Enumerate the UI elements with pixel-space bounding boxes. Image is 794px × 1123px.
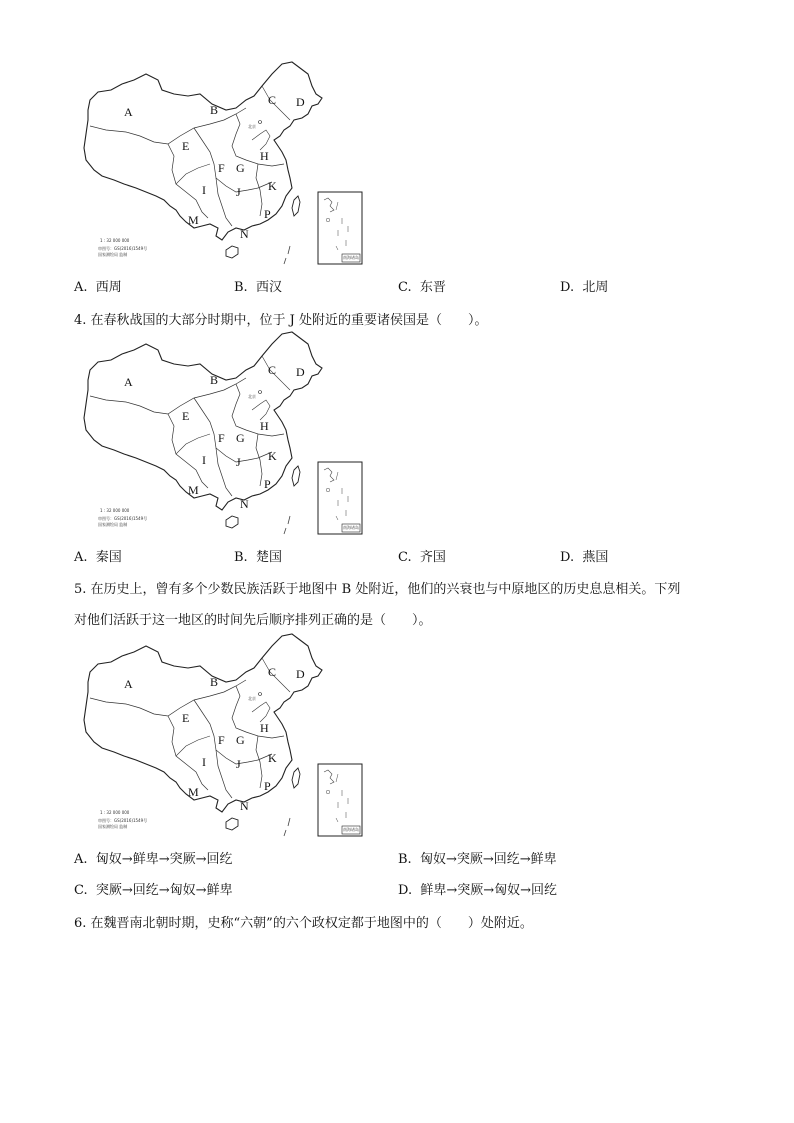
map-inset-title: 南海诸岛 [343, 525, 359, 530]
q3-option-b[interactable]: B. 西汉 [234, 280, 282, 295]
hainan-island [226, 246, 238, 258]
question-5-line-1: 5. 在历史上，曾有多个少数民族活跃于地图中 B 处附近，他们的兴衰也与中原地区的历史息息相关。下列 [74, 582, 681, 597]
map-label-b: B [210, 103, 219, 117]
map-label-n: N [240, 227, 249, 241]
map-label-e: E [182, 139, 190, 153]
map-label-n: N [240, 497, 249, 511]
map-inset-title: 南海诸岛 [343, 827, 359, 832]
q3-option-d[interactable]: D. 北周 [560, 280, 609, 295]
map-scale: 1 : 32 000 000 [100, 508, 130, 513]
map-label-i: I [202, 755, 206, 769]
q5-option-a[interactable]: A. 匈奴→鲜卑→突厥→回纥 [74, 852, 233, 867]
map-label-b: B [210, 373, 219, 387]
map-label-n: N [240, 799, 249, 813]
map-review-number: 审图号：GS(2016)1549号 [98, 516, 148, 521]
map-label-c: C [268, 363, 277, 377]
china-map-2 [76, 330, 366, 538]
question-5-line-2: 对他们活跃于这一地区的时间先后顺序排列正确的是（ ）。 [74, 613, 432, 628]
map-label-k: K [268, 751, 277, 765]
map-label-f: F [218, 431, 225, 445]
map-label-d: D [296, 95, 305, 109]
china-map-svg [76, 330, 366, 538]
map-label-d: D [296, 365, 305, 379]
map-label-k: K [268, 449, 277, 463]
map-label-b: B [210, 675, 219, 689]
map-label-p: P [264, 779, 271, 793]
q4-option-c[interactable]: C. 齐国 [398, 550, 446, 565]
map-label-a: A [124, 105, 133, 119]
map-scale: 1 : 32 000 000 [100, 810, 130, 815]
map-capital-label: 北京 [248, 124, 256, 129]
china-map-1 [76, 60, 366, 268]
map-inset-title: 南海诸岛 [343, 255, 359, 260]
map-label-m: M [188, 483, 199, 497]
map-label-p: P [264, 207, 271, 221]
map-capital-label: 北京 [248, 696, 256, 701]
map-label-d: D [296, 667, 305, 681]
map-label-c: C [268, 93, 277, 107]
south-sea-inset [318, 462, 362, 534]
map-label-g: G [236, 733, 245, 747]
hainan-island [226, 818, 238, 830]
map-source: 国家测绘局 监制 [98, 252, 128, 257]
map-label-c: C [268, 665, 277, 679]
south-sea-inset [318, 192, 362, 264]
map-capital-label: 北京 [248, 394, 256, 399]
map-label-g: G [236, 161, 245, 175]
q3-option-c[interactable]: C. 东晋 [398, 280, 446, 295]
map-label-j: J [236, 455, 241, 469]
map-label-j: J [236, 185, 241, 199]
china-map-3 [76, 632, 366, 840]
hainan-island [226, 516, 238, 528]
question-4-text: 4. 在春秋战国的大部分时期中，位于 J 处附近的重要诸侯国是（ ）。 [74, 313, 488, 328]
map-scale: 1 : 32 000 000 [100, 238, 130, 243]
map-label-a: A [124, 677, 133, 691]
map-label-k: K [268, 179, 277, 193]
south-sea-inset [318, 764, 362, 836]
q5-option-d[interactable]: D. 鲜卑→突厥→匈奴→回纥 [398, 883, 558, 898]
map-label-i: I [202, 453, 206, 467]
map-source: 国家测绘局 监制 [98, 824, 128, 829]
map-label-i: I [202, 183, 206, 197]
map-label-g: G [236, 431, 245, 445]
map-source: 国家测绘局 监制 [98, 522, 128, 527]
q4-option-a[interactable]: A. 秦国 [74, 550, 122, 565]
map-label-j: J [236, 757, 241, 771]
q3-option-a[interactable]: A. 西周 [74, 280, 122, 295]
map-label-e: E [182, 711, 190, 725]
taiwan-island [292, 768, 300, 788]
taiwan-island [292, 196, 300, 216]
q4-option-d[interactable]: D. 燕国 [560, 550, 609, 565]
china-map-svg [76, 632, 366, 840]
map-label-m: M [188, 213, 199, 227]
map-review-number: 审图号：GS(2016)1549号 [98, 818, 148, 823]
q5-option-b[interactable]: B. 匈奴→突厥→回纥→鲜卑 [398, 852, 557, 867]
map-label-m: M [188, 785, 199, 799]
map-label-a: A [124, 375, 133, 389]
map-label-h: H [260, 149, 269, 163]
q4-option-b[interactable]: B. 楚国 [234, 550, 282, 565]
map-label-h: H [260, 721, 269, 735]
map-label-h: H [260, 419, 269, 433]
china-map-svg [76, 60, 366, 268]
map-label-f: F [218, 161, 225, 175]
map-label-e: E [182, 409, 190, 423]
taiwan-island [292, 466, 300, 486]
map-review-number: 审图号：GS(2016)1549号 [98, 246, 148, 251]
q5-option-c[interactable]: C. 突厥→回纥→匈奴→鲜卑 [74, 883, 233, 898]
question-6-text: 6. 在魏晋南北朝时期，史称“六朝”的六个政权定都于地图中的（ ）处附近。 [74, 916, 533, 931]
map-label-p: P [264, 477, 271, 491]
map-label-f: F [218, 733, 225, 747]
